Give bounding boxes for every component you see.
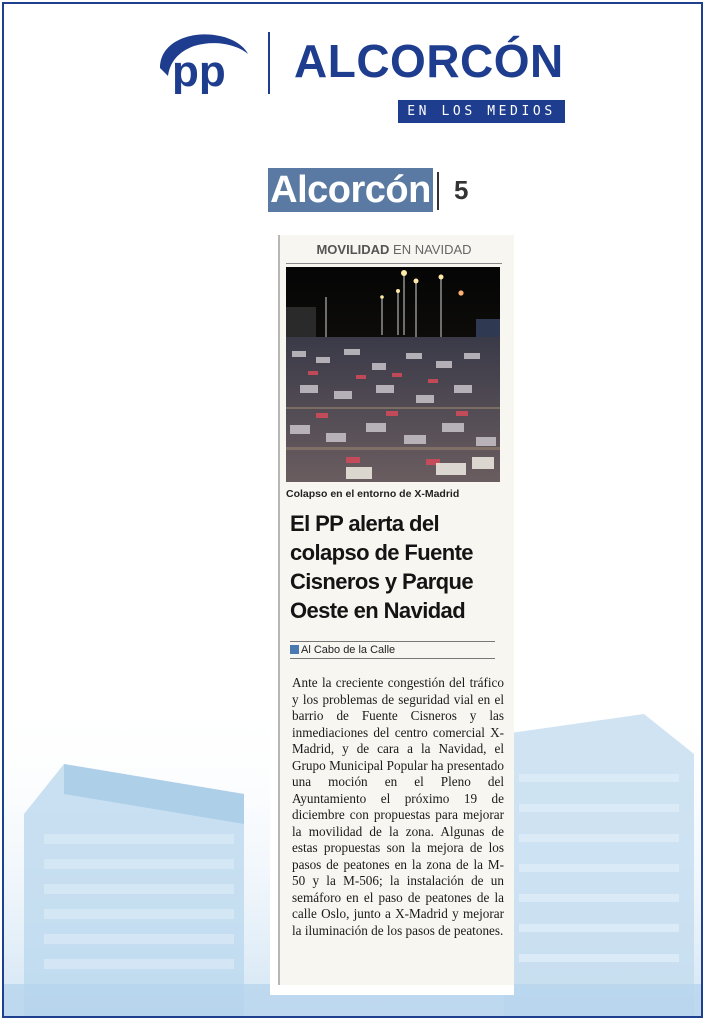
page-number: 5 [454, 175, 469, 205]
kicker-rest: EN NAVIDAD [389, 242, 472, 257]
section-name: Alcorcón [268, 168, 433, 212]
news-clipping [270, 235, 514, 995]
clipping-body [278, 235, 514, 985]
byline-square-icon [290, 645, 299, 654]
article-body: Ante la creciente congestión del tráfico y los problemas de seguridad vial en el barrio de Fuente Cisneros y las inmediaciones del centro comercial X-Madrid, y de cara a la Navidad, el Grupo Municipal Popular ha presentado una moción en el Pleno del Ayuntamiento el próximo 19 de diciembre con propuestas para mejorar la movilidad de la zona. Algunas de estas propuestas son la mejora de los pasos de peatones en la zona de la M-50 y la M-506; la instalación de un semáforo en el paso de peatones de la calle Oslo, junto a X-Madrid y mejorar la iluminación de los pasos de peatones. [292, 675, 504, 938]
pp-logo [154, 28, 250, 94]
night-traffic-jam-photo [286, 267, 500, 482]
page-frame [2, 2, 703, 1018]
section-divider [437, 172, 439, 210]
brand-title: ALCORCÓN [294, 35, 564, 87]
brand-subtitle: EN LOS MEDIOS [398, 100, 565, 123]
kicker-bold: MOVILIDAD [316, 242, 390, 257]
article-kicker [286, 237, 502, 264]
byline-text: Al Cabo de la Calle [301, 644, 396, 656]
article-byline [290, 641, 495, 659]
photo-caption: Colapso en el entorno de X-Madrid [286, 488, 460, 500]
page-header [4, 4, 703, 134]
article-headline: El PP alerta del colapso de Fuente Cisneros y Parque Oeste en Navidad [290, 511, 473, 623]
header-divider [268, 32, 270, 94]
pp-logo-text: pp [172, 47, 226, 94]
